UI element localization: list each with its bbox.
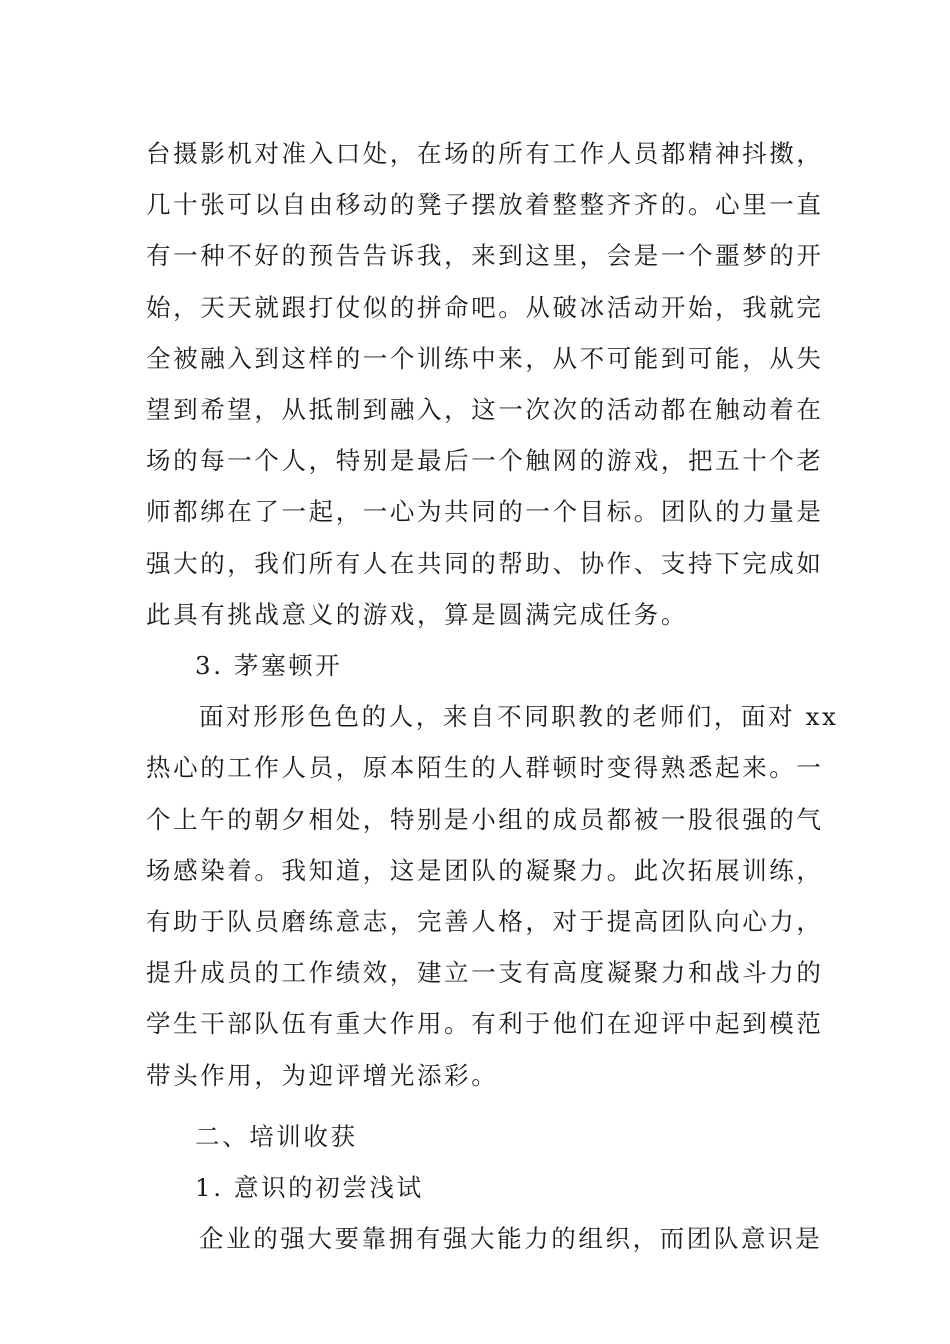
body-line: 几十张可以自由移动的凳子摆放着整整齐齐的。心里一直 <box>146 190 824 220</box>
body-line: 强大的，我们所有人在共同的帮助、协作、支持下完成如 <box>146 548 824 578</box>
body-line: 此具有挑战意义的游戏，算是圆满完成任务。 <box>146 599 688 629</box>
body-line: 师都绑在了一起，一心为共同的一个目标。团队的力量是 <box>146 497 824 527</box>
body-line: 提升成员的工作绩效，建立一支有高度凝聚力和战斗力的 <box>146 958 824 988</box>
body-line: 场感染着。我知道，这是团队的凝聚力。此次拓展训练， <box>146 855 824 885</box>
body-line: 望到希望，从抵制到融入，这一次次的活动都在触动着在 <box>146 395 824 425</box>
body-line: 热心的工作人员，原本陌生的人群顿时变得熟悉起来。一 <box>146 753 824 783</box>
body-line: 学生干部队伍有重大作用。有利于他们在迎评中起到模范 <box>146 1009 824 1039</box>
section-heading-1: 1. 意识的初尝浅试 <box>195 1173 424 1203</box>
body-line: 个上午的朝夕相处，特别是小组的成员都被一股很强的气 <box>146 804 824 834</box>
body-line: 台摄影机对准入口处，在场的所有工作人员都精神抖擞， <box>146 139 824 168</box>
body-line: 始，天天就跟打仗似的拼命吧。从破冰活动开始，我就完 <box>146 292 824 322</box>
body-line: 企业的强大要靠拥有强大能力的组织，而团队意识是 <box>199 1224 823 1254</box>
body-line: 全被融入到这样的一个训练中来，从不可能到可能，从失 <box>146 343 824 373</box>
section-heading-3: 3. 茅塞顿开 <box>195 651 343 681</box>
document-body <box>146 128 839 1264</box>
body-line: 场的每一个人，特别是最后一个触网的游戏，把五十个老 <box>146 446 824 476</box>
section-heading-two: 二、培训收获 <box>195 1121 358 1151</box>
body-line: 有一种不好的预告告诉我，来到这里，会是一个噩梦的开 <box>146 241 824 271</box>
body-line: 有助于队员磨练意志，完善人格，对于提高团队向心力， <box>146 907 824 937</box>
body-line: 带头作用，为迎评增光添彩。 <box>146 1060 499 1090</box>
body-line: 面对形形色色的人，来自不同职教的老师们，面对 xx <box>199 702 839 732</box>
